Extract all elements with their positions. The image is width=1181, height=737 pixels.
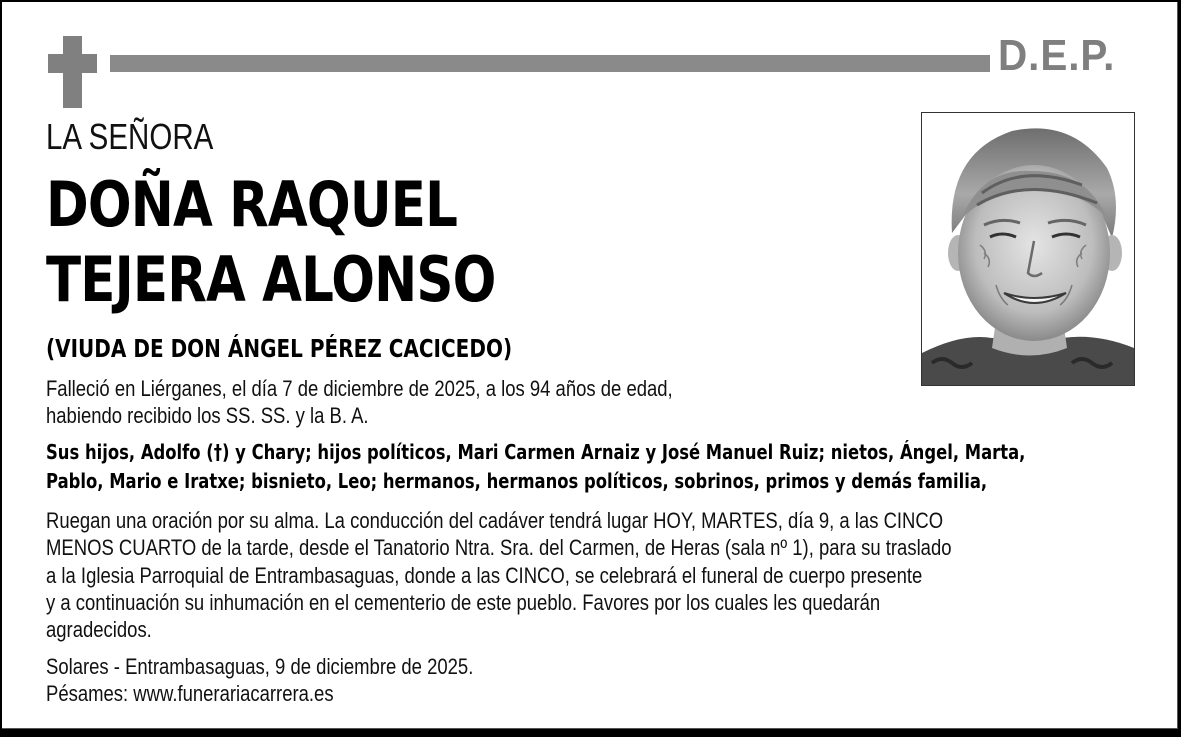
service-line: y a continuación su inhumación en el cementerio de este pueblo. Favores por los cuales les quedarán [46, 589, 881, 615]
widow-of: (VIUDA DE DON ÁNGEL PÉREZ CACICEDO) [46, 334, 513, 363]
service-line: MENOS CUARTO de la tarde, desde el Tanatorio Ntra. Sra. del Carmen, de Heras (sala nº 1), para su traslado [46, 535, 952, 561]
service-line: agradecidos. [46, 617, 152, 643]
honorific: LA SEÑORA [46, 116, 214, 157]
portrait-image [922, 113, 1134, 385]
portrait-photo [921, 112, 1135, 386]
obituary-card [2, 2, 1178, 729]
family-line: Pablo, Mario e Iratxe; bisnieto, Leo; hermanos, hermanos políticos, sobrinos, primos y demás familia, [46, 469, 988, 493]
service-line: a la Iglesia Parroquial de Entrambasaguas, donde a las CINCO, se celebrará el funeral de cuerpo presente [46, 562, 923, 588]
service-details [46, 507, 952, 643]
death-notice-line: habiendo recibido los SS. SS. y la B. A. [46, 402, 369, 428]
signature [46, 653, 473, 707]
place-date: Solares - Entrambasaguas, 9 de diciembre de 2025. [46, 654, 474, 679]
death-notice [46, 376, 673, 429]
family-list [46, 438, 1025, 496]
header-rule [110, 55, 990, 72]
dep-label: D.E.P. [998, 31, 1116, 80]
family-line: Sus hijos, Adolfo (†) y Chary; hijos políticos, Mari Carmen Arnaiz y José Manuel Ruiz; nietos, Ángel, Marta, [46, 440, 1026, 464]
service-line: Ruegan una oración por su alma. La conducción del cadáver tendrá lugar HOY, MARTES, día 9, a las CINCO [46, 508, 944, 533]
deceased-name-line-2: TEJERA ALONSO [46, 243, 496, 316]
condolences-link[interactable]: Pésames: www.funerariacarrera.es [46, 681, 334, 706]
deceased-name-line-1: DOÑA RAQUEL [46, 168, 458, 241]
death-notice-line: Falleció en Liérganes, el día 7 de diciembre de 2025, a los 94 años de edad, [46, 376, 673, 401]
cross-icon-arm [48, 54, 97, 73]
